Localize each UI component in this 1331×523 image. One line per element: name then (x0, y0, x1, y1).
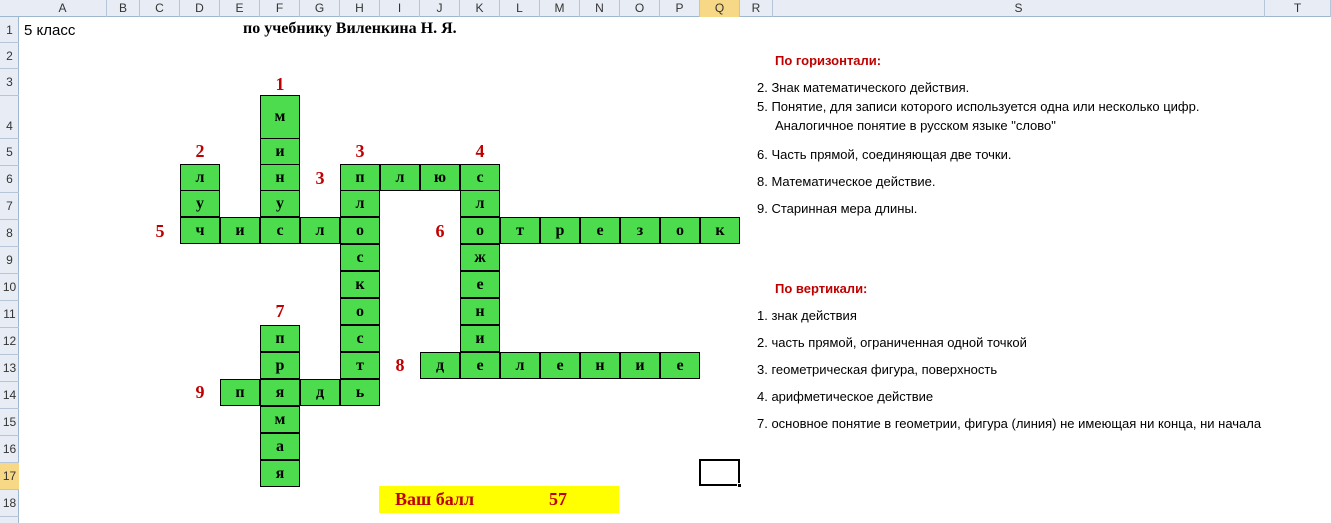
crossword-cell[interactable]: м (260, 95, 300, 139)
column-header-b[interactable]: B (107, 0, 140, 17)
clue-number-3: 3 (355, 141, 365, 161)
clue-number-9: 9 (195, 382, 205, 402)
crossword-cell[interactable]: к (700, 217, 740, 244)
column-header-c[interactable]: C (140, 0, 180, 17)
crossword-cell[interactable]: о (660, 217, 700, 244)
crossword-cell[interactable]: л (500, 352, 540, 379)
crossword-cell[interactable]: е (580, 217, 620, 244)
column-header-q[interactable]: Q (700, 0, 740, 17)
crossword-cell[interactable]: и (620, 352, 660, 379)
row-header-4[interactable]: 4 (0, 96, 19, 139)
crossword-cell[interactable]: и (260, 138, 300, 165)
crossword-cell[interactable]: т (340, 352, 380, 379)
active-cell-selection[interactable] (699, 459, 740, 486)
crossword-cell[interactable]: п (220, 379, 260, 406)
column-header-d[interactable]: D (180, 0, 220, 17)
row-header-17[interactable]: 17 (0, 463, 19, 490)
row-header-15[interactable]: 15 (0, 409, 19, 436)
crossword-cell[interactable]: ь (340, 379, 380, 406)
row-header-3[interactable]: 3 (0, 69, 19, 96)
horizontal-clue: 9. Старинная мера длины. (757, 201, 918, 216)
vertical-clues-title: По вертикали: (775, 281, 868, 296)
row-header-9[interactable]: 9 (0, 247, 19, 274)
crossword-cell[interactable]: т (500, 217, 540, 244)
crossword-cell[interactable]: р (540, 217, 580, 244)
crossword-cell[interactable]: с (460, 164, 500, 191)
crossword-cell[interactable]: п (260, 325, 300, 352)
page-title: по учебнику Виленкина Н. Я. (243, 20, 457, 37)
crossword-cell[interactable]: у (180, 190, 220, 217)
crossword-cell[interactable]: о (340, 217, 380, 244)
row-header-14[interactable]: 14 (0, 382, 19, 409)
clue-number-6: 6 (435, 221, 445, 241)
crossword-cell[interactable]: е (460, 352, 500, 379)
column-header-h[interactable]: H (340, 0, 380, 17)
crossword-cell[interactable]: н (460, 298, 500, 325)
column-header-g[interactable]: G (300, 0, 340, 17)
row-header-11[interactable]: 11 (0, 301, 19, 328)
column-header-f[interactable]: F (260, 0, 300, 17)
vertical-clue: 7. основное понятие в геометрии, фигура (линия) не имеющая ни конца, ни начала (757, 416, 1262, 431)
crossword-cell[interactable]: м (260, 406, 300, 433)
score-value: 57 (549, 489, 567, 509)
row-header-2[interactable]: 2 (0, 43, 19, 69)
crossword-cell[interactable]: л (340, 190, 380, 217)
column-header-o[interactable]: O (620, 0, 660, 17)
vertical-clue: 1. знак действия (757, 308, 857, 323)
vertical-clue: 2. часть прямой, ограниченная одной точкой (757, 335, 1027, 350)
class-label: 5 класс (24, 22, 76, 39)
row-header-5[interactable]: 5 (0, 139, 19, 166)
horizontal-clue-continuation: Аналогичное понятие в русском языке "слово" (775, 118, 1056, 133)
crossword-cell[interactable]: ж (460, 244, 500, 271)
column-header-a[interactable]: A (19, 0, 107, 17)
crossword-cell[interactable]: к (340, 271, 380, 298)
column-header-t[interactable]: T (1265, 0, 1331, 17)
fill-handle[interactable] (737, 483, 742, 488)
clue-number-4: 4 (475, 141, 485, 161)
row-headers (0, 17, 19, 523)
horizontal-clue: 5. Понятие, для записи которого используется одна или несколько цифр. (757, 99, 1200, 114)
crossword-cell[interactable]: н (580, 352, 620, 379)
score-label: Ваш балл (395, 489, 475, 509)
row-header-7[interactable]: 7 (0, 193, 19, 220)
crossword-cell[interactable]: я (260, 460, 300, 487)
crossword-cell[interactable]: и (220, 217, 260, 244)
crossword-cell[interactable]: д (300, 379, 340, 406)
vertical-clue: 3. геометрическая фигура, поверхность (757, 362, 998, 377)
crossword-cell[interactable]: с (340, 244, 380, 271)
column-header-s[interactable]: S (773, 0, 1265, 17)
horizontal-clue: 6. Часть прямой, соединяющая две точки. (757, 147, 1012, 162)
crossword-cell[interactable]: л (380, 164, 420, 191)
clue-number-3b: 3 (315, 168, 325, 188)
score-box (379, 486, 619, 513)
crossword-cell[interactable]: л (460, 190, 500, 217)
crossword-cell[interactable]: л (180, 164, 220, 191)
clue-number-5: 5 (155, 221, 165, 241)
row-header-18[interactable]: 18 (0, 490, 19, 517)
row-header-16[interactable]: 16 (0, 436, 19, 463)
row-header-6[interactable]: 6 (0, 166, 19, 193)
horizontal-clue: 8. Математическое действие. (757, 174, 936, 189)
crossword-cell[interactable]: р (260, 352, 300, 379)
crossword-cell[interactable]: е (540, 352, 580, 379)
column-header-i[interactable]: I (380, 0, 420, 17)
crossword-cell[interactable]: д (420, 352, 460, 379)
column-header-l[interactable]: L (500, 0, 540, 17)
crossword-cell[interactable]: н (260, 164, 300, 191)
vertical-clue: 4. арифметическое действие (757, 389, 934, 404)
crossword-cell[interactable]: а (260, 433, 300, 460)
horizontal-clues-title: По горизонтали: (775, 53, 882, 68)
row-header-12[interactable]: 12 (0, 328, 19, 355)
crossword-cell[interactable]: о (340, 298, 380, 325)
crossword-cell[interactable]: е (660, 352, 700, 379)
horizontal-clue: 2. Знак математического действия. (757, 80, 970, 95)
crossword-cell[interactable]: я (260, 379, 300, 406)
clue-number-7: 7 (275, 301, 285, 321)
column-header-k[interactable]: K (460, 0, 500, 17)
crossword-cell[interactable]: л (300, 217, 340, 244)
crossword-cell[interactable]: с (340, 325, 380, 352)
row-header-8[interactable]: 8 (0, 220, 19, 247)
column-header-r[interactable]: R (740, 0, 773, 17)
crossword-cell[interactable]: ю (420, 164, 460, 191)
column-header-m[interactable]: M (540, 0, 580, 17)
crossword-cell[interactable]: е (460, 271, 500, 298)
column-header-p[interactable]: P (660, 0, 700, 17)
row-header-13[interactable]: 13 (0, 355, 19, 382)
crossword-cell[interactable]: у (260, 190, 300, 217)
crossword-cell[interactable]: ч (180, 217, 220, 244)
crossword-cell[interactable]: з (620, 217, 660, 244)
column-header-e[interactable]: E (220, 0, 260, 17)
crossword-cell[interactable]: п (340, 164, 380, 191)
row-header-10[interactable]: 10 (0, 274, 19, 301)
column-headers (0, 0, 1331, 17)
clue-number-8: 8 (395, 355, 405, 375)
row-header-1[interactable]: 1 (0, 17, 19, 43)
clue-number-1: 1 (275, 74, 285, 94)
crossword-cell[interactable]: с (260, 217, 300, 244)
column-header-j[interactable]: J (420, 0, 460, 17)
crossword-cell[interactable]: и (460, 325, 500, 352)
column-header-n[interactable]: N (580, 0, 620, 17)
clue-number-2: 2 (195, 141, 205, 161)
crossword-cell[interactable]: о (460, 217, 500, 244)
